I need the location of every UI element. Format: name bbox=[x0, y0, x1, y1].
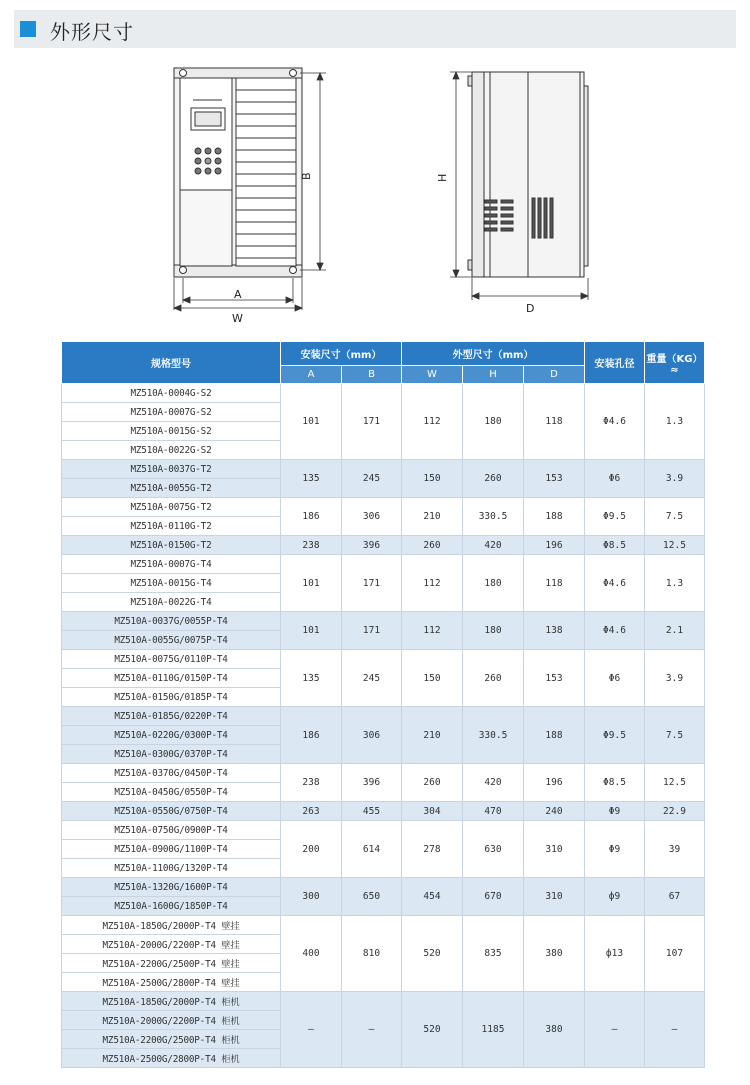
model-cell: MZ510A-0015G-S2 bbox=[62, 422, 281, 441]
model-cell: MZ510A-1320G/1600P-T4 bbox=[62, 878, 281, 897]
model-cell: MZ510A-0550G/0750P-T4 bbox=[62, 802, 281, 821]
weight-cell: 1.3 bbox=[645, 555, 705, 612]
weight-cell: 22.9 bbox=[645, 802, 705, 821]
mount-b-cell: 396 bbox=[342, 536, 402, 555]
front-view bbox=[174, 68, 302, 277]
hole-diameter-cell: Φ4.6 bbox=[585, 612, 645, 650]
hole-diameter-cell: Φ4.6 bbox=[585, 555, 645, 612]
mount-b-cell: 614 bbox=[342, 821, 402, 878]
outline-w-cell: 520 bbox=[402, 916, 463, 992]
model-cell: MZ510A-2500G/2800P-T4 壁挂 bbox=[62, 973, 281, 992]
table-row bbox=[62, 764, 705, 783]
outline-d-cell: 196 bbox=[524, 536, 585, 555]
model-cell: MZ510A-0150G/0185P-T4 bbox=[62, 688, 281, 707]
weight-cell: 3.9 bbox=[645, 650, 705, 707]
mount-b-cell: 306 bbox=[342, 498, 402, 536]
model-cell: MZ510A-2500G/2800P-T4 柜机 bbox=[62, 1049, 281, 1068]
model-group bbox=[62, 460, 705, 498]
mount-a-cell: 135 bbox=[281, 650, 342, 707]
weight-cell: 12.5 bbox=[645, 764, 705, 802]
mount-b-cell: 650 bbox=[342, 878, 402, 916]
mount-a-cell: 101 bbox=[281, 612, 342, 650]
outline-w-cell: 304 bbox=[402, 802, 463, 821]
mount-b-cell: 171 bbox=[342, 612, 402, 650]
col-header-hole: 安装孔径 bbox=[585, 342, 645, 384]
col-header-d: D bbox=[524, 366, 585, 384]
table-row bbox=[62, 384, 705, 403]
outline-h-cell: 260 bbox=[463, 460, 524, 498]
model-cell: MZ510A-0037G-T2 bbox=[62, 460, 281, 479]
col-header-a: A bbox=[281, 366, 342, 384]
outline-h-cell: 180 bbox=[463, 612, 524, 650]
mount-b-cell: – bbox=[342, 992, 402, 1068]
outline-w-cell: 112 bbox=[402, 612, 463, 650]
col-header-weight: 重量（KG）≈ bbox=[645, 342, 705, 384]
dim-label-h: H bbox=[436, 173, 449, 182]
table-row bbox=[62, 650, 705, 669]
weight-cell: 7.5 bbox=[645, 498, 705, 536]
hole-diameter-cell: Φ8.5 bbox=[585, 764, 645, 802]
weight-cell: – bbox=[645, 992, 705, 1068]
mount-a-cell: 135 bbox=[281, 460, 342, 498]
table-row bbox=[62, 878, 705, 897]
outline-w-cell: 260 bbox=[402, 536, 463, 555]
outline-h-cell: 180 bbox=[463, 384, 524, 460]
weight-cell: 1.3 bbox=[645, 384, 705, 460]
model-cell: MZ510A-0007G-S2 bbox=[62, 403, 281, 422]
model-cell: MZ510A-1850G/2000P-T4 壁挂 bbox=[62, 916, 281, 935]
weight-cell: 2.1 bbox=[645, 612, 705, 650]
mount-a-cell: 300 bbox=[281, 878, 342, 916]
model-group bbox=[62, 650, 705, 707]
mount-b-cell: 171 bbox=[342, 384, 402, 460]
outline-h-cell: 260 bbox=[463, 650, 524, 707]
outline-d-cell: 153 bbox=[524, 460, 585, 498]
hole-diameter-cell: Φ6 bbox=[585, 650, 645, 707]
model-cell: MZ510A-0300G/0370P-T4 bbox=[62, 745, 281, 764]
hole-diameter-cell: Φ4.6 bbox=[585, 384, 645, 460]
outline-w-cell: 260 bbox=[402, 764, 463, 802]
outline-w-cell: 520 bbox=[402, 992, 463, 1068]
model-cell: MZ510A-1850G/2000P-T4 柜机 bbox=[62, 992, 281, 1011]
model-cell: MZ510A-0055G/0075P-T4 bbox=[62, 631, 281, 650]
table-row bbox=[62, 916, 705, 935]
outline-w-cell: 210 bbox=[402, 498, 463, 536]
table-row bbox=[62, 992, 705, 1011]
outline-w-cell: 210 bbox=[402, 707, 463, 764]
outline-h-cell: 835 bbox=[463, 916, 524, 992]
mount-a-cell: 263 bbox=[281, 802, 342, 821]
outline-w-cell: 454 bbox=[402, 878, 463, 916]
mount-b-cell: 306 bbox=[342, 707, 402, 764]
outline-d-cell: 240 bbox=[524, 802, 585, 821]
hole-diameter-cell: Φ8.5 bbox=[585, 536, 645, 555]
mount-a-cell: – bbox=[281, 992, 342, 1068]
col-header-b: B bbox=[342, 366, 402, 384]
table-row bbox=[62, 612, 705, 631]
model-cell: MZ510A-0450G/0550P-T4 bbox=[62, 783, 281, 802]
mount-a-cell: 101 bbox=[281, 555, 342, 612]
mount-b-cell: 455 bbox=[342, 802, 402, 821]
col-header-outline-size: 外型尺寸（mm） bbox=[402, 342, 585, 366]
model-group bbox=[62, 764, 705, 802]
model-group bbox=[62, 612, 705, 650]
hole-diameter-cell: Φ9 bbox=[585, 821, 645, 878]
outline-h-cell: 330.5 bbox=[463, 707, 524, 764]
outline-h-cell: 420 bbox=[463, 764, 524, 802]
outline-d-cell: 188 bbox=[524, 707, 585, 764]
outline-d-cell: 310 bbox=[524, 821, 585, 878]
model-cell: MZ510A-0004G-S2 bbox=[62, 384, 281, 403]
hole-diameter-cell: ф9 bbox=[585, 878, 645, 916]
model-cell: MZ510A-0075G-T2 bbox=[62, 498, 281, 517]
mount-a-cell: 186 bbox=[281, 498, 342, 536]
table-row bbox=[62, 555, 705, 574]
outline-d-cell: 188 bbox=[524, 498, 585, 536]
model-group bbox=[62, 707, 705, 764]
col-header-w: W bbox=[402, 366, 463, 384]
table-row bbox=[62, 460, 705, 479]
model-group bbox=[62, 802, 705, 821]
mount-a-cell: 238 bbox=[281, 536, 342, 555]
model-cell: MZ510A-0075G/0110P-T4 bbox=[62, 650, 281, 669]
hole-diameter-cell: Φ6 bbox=[585, 460, 645, 498]
hole-diameter-cell: Φ9 bbox=[585, 802, 645, 821]
model-group bbox=[62, 992, 705, 1068]
outline-h-cell: 180 bbox=[463, 555, 524, 612]
side-view bbox=[468, 72, 588, 277]
model-cell: MZ510A-0750G/0900P-T4 bbox=[62, 821, 281, 840]
outline-h-cell: 420 bbox=[463, 536, 524, 555]
model-cell: MZ510A-1600G/1850P-T4 bbox=[62, 897, 281, 916]
model-cell: MZ510A-0185G/0220P-T4 bbox=[62, 707, 281, 726]
model-group bbox=[62, 555, 705, 612]
outline-h-cell: 330.5 bbox=[463, 498, 524, 536]
model-cell: MZ510A-0037G/0055P-T4 bbox=[62, 612, 281, 631]
col-header-h: H bbox=[463, 366, 524, 384]
section-title: 外形尺寸 bbox=[50, 20, 134, 44]
outline-d-cell: 138 bbox=[524, 612, 585, 650]
table-row bbox=[62, 536, 705, 555]
outline-d-cell: 380 bbox=[524, 916, 585, 992]
model-cell: MZ510A-0150G-T2 bbox=[62, 536, 281, 555]
hole-diameter-cell: ф13 bbox=[585, 916, 645, 992]
model-cell: MZ510A-2200G/2500P-T4 壁挂 bbox=[62, 954, 281, 973]
mount-a-cell: 200 bbox=[281, 821, 342, 878]
model-cell: MZ510A-0370G/0450P-T4 bbox=[62, 764, 281, 783]
outline-w-cell: 150 bbox=[402, 650, 463, 707]
model-cell: MZ510A-0110G/0150P-T4 bbox=[62, 669, 281, 688]
col-header-model: 规格型号 bbox=[62, 342, 281, 384]
dim-label-d: D bbox=[526, 302, 535, 315]
outline-w-cell: 112 bbox=[402, 555, 463, 612]
outline-d-cell: 196 bbox=[524, 764, 585, 802]
dim-label-a: A bbox=[234, 288, 242, 301]
model-cell: MZ510A-0007G-T4 bbox=[62, 555, 281, 574]
mount-b-cell: 245 bbox=[342, 650, 402, 707]
model-cell: MZ510A-1100G/1320P-T4 bbox=[62, 859, 281, 878]
mount-a-cell: 186 bbox=[281, 707, 342, 764]
model-cell: MZ510A-0022G-T4 bbox=[62, 593, 281, 612]
mount-a-cell: 101 bbox=[281, 384, 342, 460]
section-header bbox=[14, 10, 736, 48]
table-row bbox=[62, 707, 705, 726]
hole-diameter-cell: Φ9.5 bbox=[585, 707, 645, 764]
model-cell: MZ510A-0220G/0300P-T4 bbox=[62, 726, 281, 745]
weight-cell: 107 bbox=[645, 916, 705, 992]
outline-w-cell: 150 bbox=[402, 460, 463, 498]
outline-w-cell: 278 bbox=[402, 821, 463, 878]
outline-h-cell: 1185 bbox=[463, 992, 524, 1068]
model-group bbox=[62, 536, 705, 555]
model-group bbox=[62, 384, 705, 460]
model-cell: MZ510A-0015G-T4 bbox=[62, 574, 281, 593]
table-row bbox=[62, 498, 705, 517]
outline-d-cell: 118 bbox=[524, 555, 585, 612]
mount-a-cell: 400 bbox=[281, 916, 342, 992]
dim-label-w: W bbox=[232, 312, 243, 325]
outline-d-cell: 118 bbox=[524, 384, 585, 460]
outline-h-cell: 470 bbox=[463, 802, 524, 821]
outline-h-cell: 630 bbox=[463, 821, 524, 878]
outline-h-cell: 670 bbox=[463, 878, 524, 916]
section-marker-icon bbox=[20, 21, 36, 37]
mount-b-cell: 171 bbox=[342, 555, 402, 612]
model-cell: MZ510A-2000G/2200P-T4 柜机 bbox=[62, 1011, 281, 1030]
weight-cell: 3.9 bbox=[645, 460, 705, 498]
mount-b-cell: 245 bbox=[342, 460, 402, 498]
outline-d-cell: 310 bbox=[524, 878, 585, 916]
weight-cell: 12.5 bbox=[645, 536, 705, 555]
col-header-install-size: 安装尺寸（mm） bbox=[281, 342, 402, 366]
mount-b-cell: 396 bbox=[342, 764, 402, 802]
model-cell: MZ510A-0900G/1100P-T4 bbox=[62, 840, 281, 859]
mount-b-cell: 810 bbox=[342, 916, 402, 992]
weight-cell: 7.5 bbox=[645, 707, 705, 764]
hole-diameter-cell: – bbox=[585, 992, 645, 1068]
model-cell: MZ510A-2200G/2500P-T4 柜机 bbox=[62, 1030, 281, 1049]
model-cell: MZ510A-0055G-T2 bbox=[62, 479, 281, 498]
outline-w-cell: 112 bbox=[402, 384, 463, 460]
model-group bbox=[62, 821, 705, 878]
dim-label-b: B bbox=[300, 172, 313, 180]
weight-cell: 67 bbox=[645, 878, 705, 916]
model-cell: MZ510A-0022G-S2 bbox=[62, 441, 281, 460]
outline-d-cell: 153 bbox=[524, 650, 585, 707]
hole-diameter-cell: Φ9.5 bbox=[585, 498, 645, 536]
model-cell: MZ510A-2000G/2200P-T4 壁挂 bbox=[62, 935, 281, 954]
model-group bbox=[62, 878, 705, 916]
model-cell: MZ510A-0110G-T2 bbox=[62, 517, 281, 536]
outline-d-cell: 380 bbox=[524, 992, 585, 1068]
spec-table bbox=[61, 341, 705, 1068]
table-row bbox=[62, 802, 705, 821]
dimension-drawing bbox=[160, 60, 610, 330]
table-row bbox=[62, 821, 705, 840]
model-group bbox=[62, 498, 705, 536]
mount-a-cell: 238 bbox=[281, 764, 342, 802]
model-group bbox=[62, 916, 705, 992]
weight-cell: 39 bbox=[645, 821, 705, 878]
